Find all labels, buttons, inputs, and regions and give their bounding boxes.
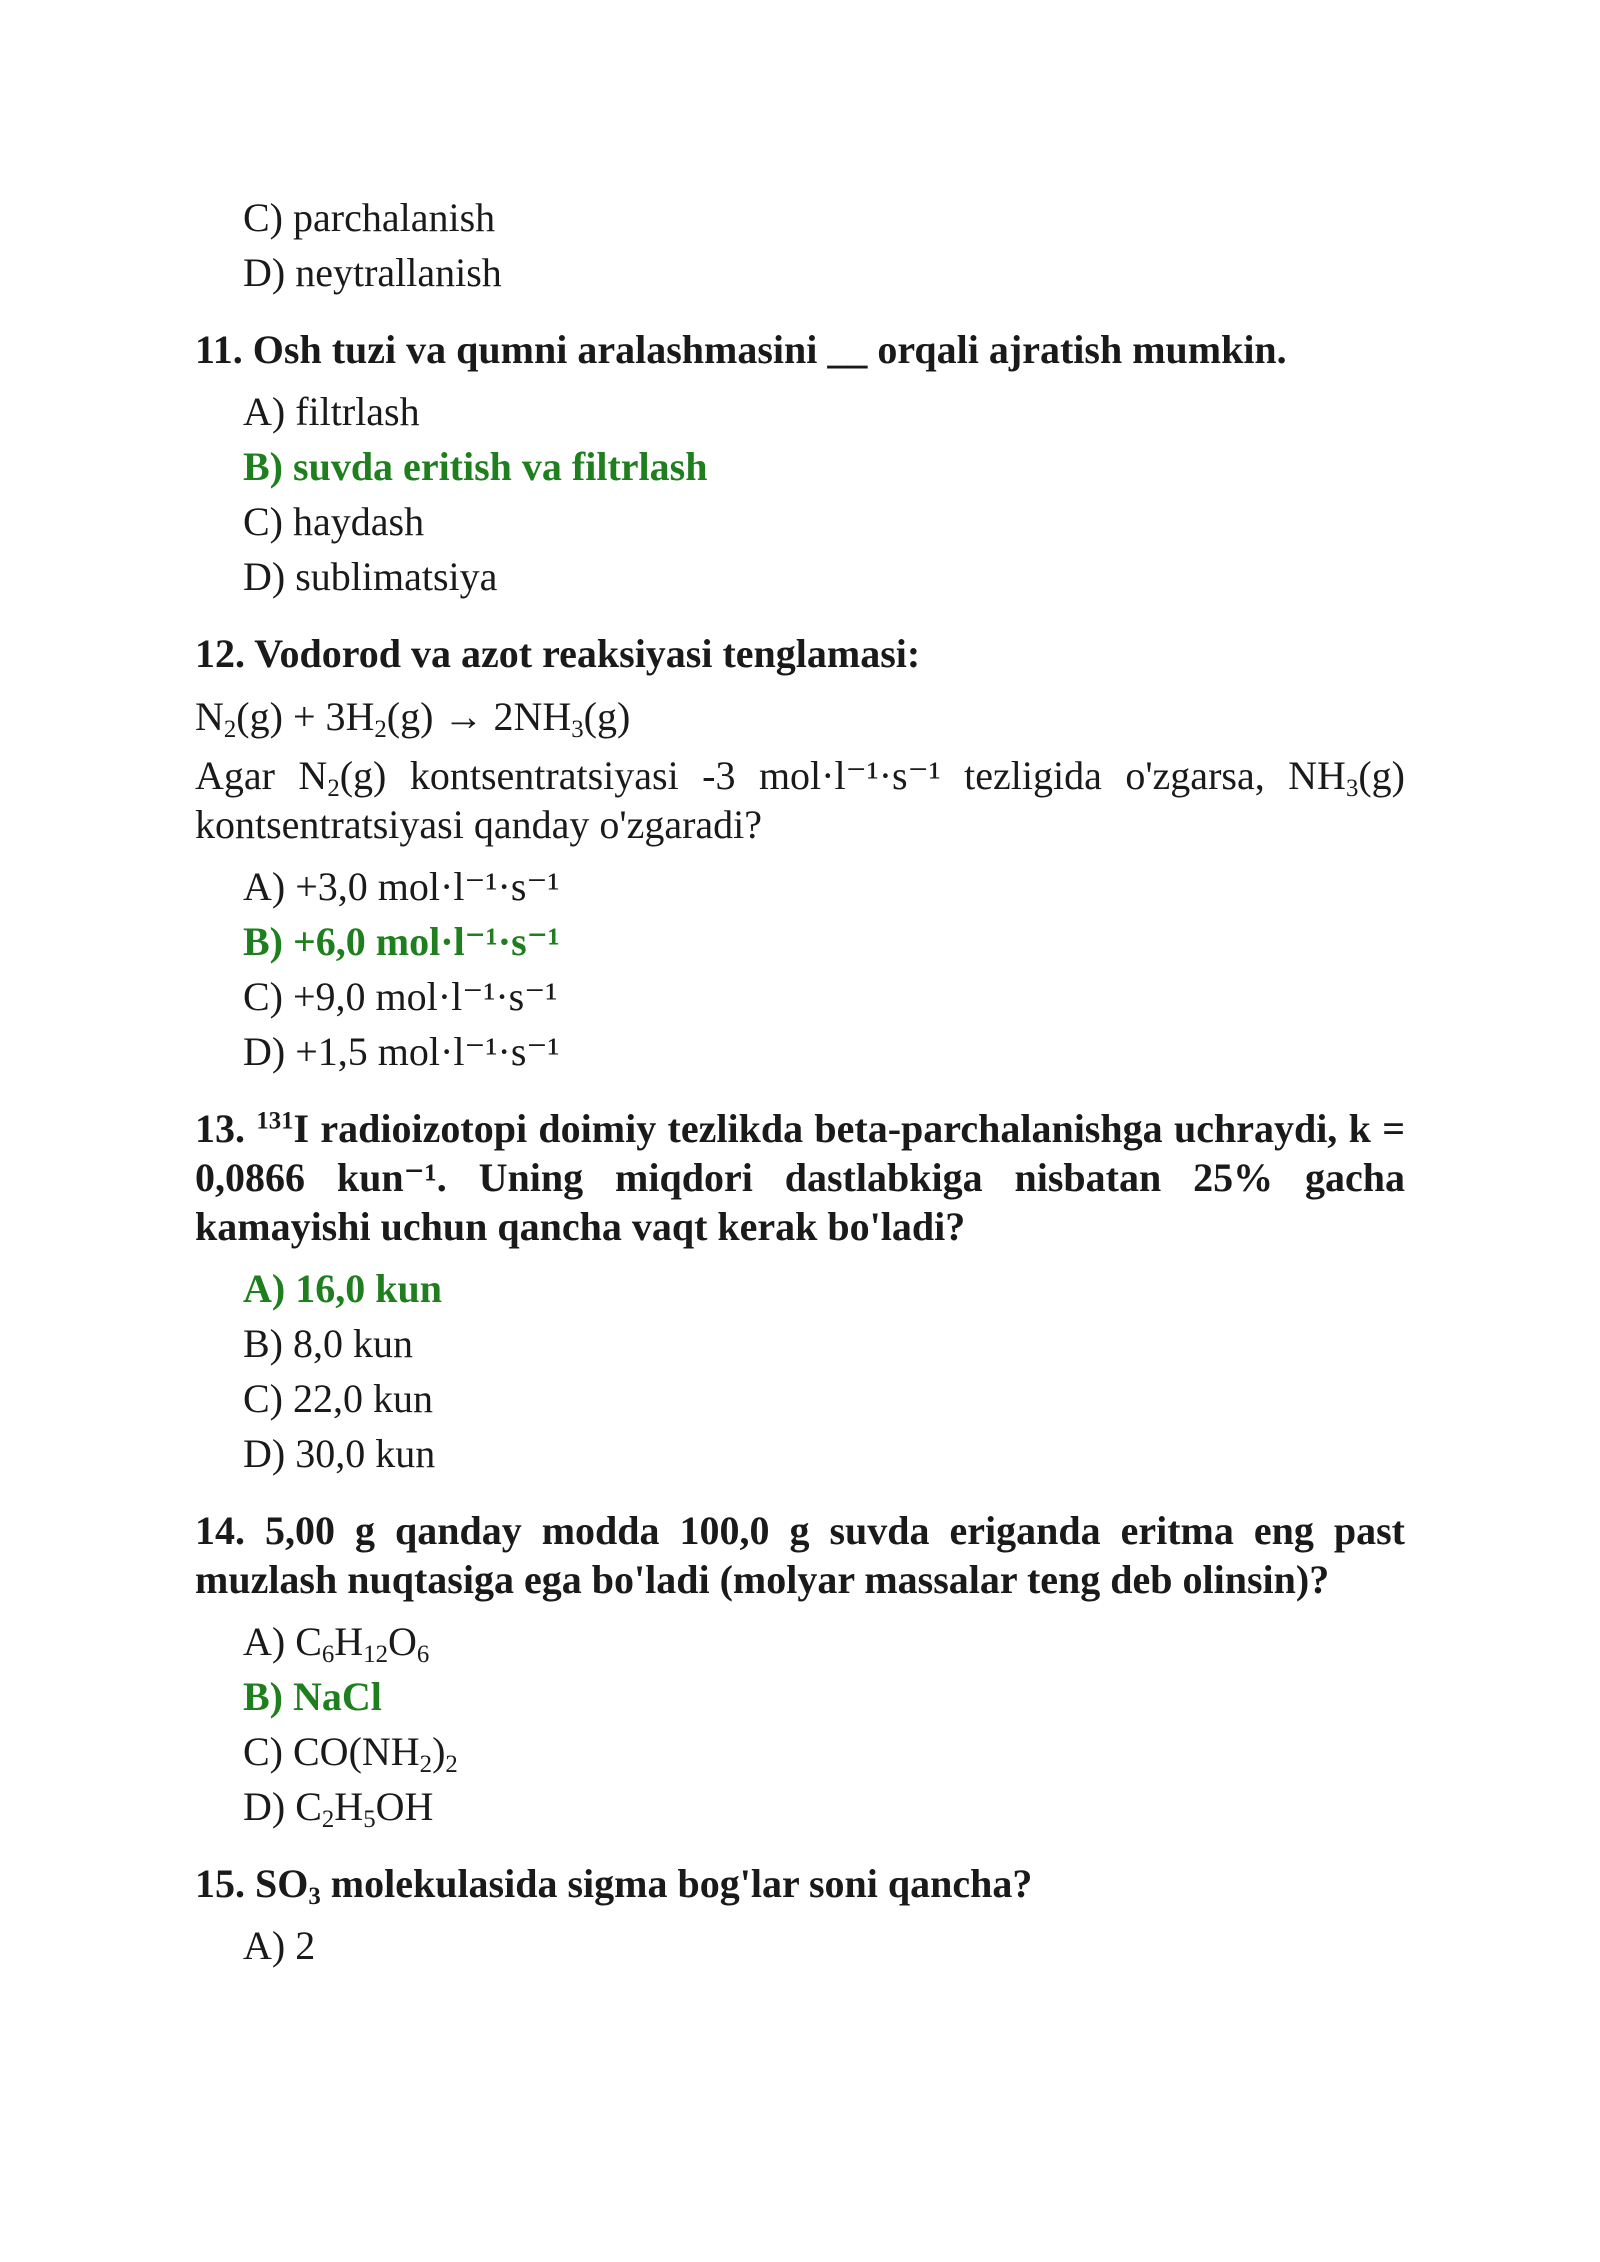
q14-option-c: C) $CO(NH_2)_2$ bbox=[243, 1729, 458, 1778]
q10-option-d: D) neytrallanish bbox=[243, 250, 502, 295]
q13-question: 13. $^{131}$I radioizotopi doimiy tezlikda beta-parchalanishga uchraydi, k = 0,0866 kun⁻¹. Uning miqdori dastlabkiga nisbatan 25% gacha kamayishi uchun qancha vaqt kerak bo'ladi? bbox=[195, 1106, 1405, 1249]
q13-option-b: B) 8,0 kun bbox=[243, 1321, 413, 1366]
q14-question: 14. 5,00 g qanday modda 100,0 g suvda eriganda eritma eng past muzlash nuqtasiga ega bo'ladi (molyar massalar teng deb olinsin)? bbox=[195, 1508, 1405, 1602]
q15-option-a: A) 2 bbox=[243, 1923, 316, 1968]
q12-option-d: D) +1,5 mol·l⁻¹·s⁻¹ bbox=[243, 1029, 560, 1074]
q11-option-c: C) haydash bbox=[243, 499, 425, 544]
q13-option-c: C) 22,0 kun bbox=[243, 1376, 433, 1421]
q14-option-b-correct: B) NaCl bbox=[243, 1674, 382, 1719]
q10-option-c: C) parchalanish bbox=[243, 195, 496, 240]
q11-option-b-correct: B) suvda eritish va filtrlash bbox=[243, 444, 708, 489]
q11-option-d: D) sublimatsiya bbox=[243, 554, 498, 599]
q14-option-d: D) $C_2H_5OH$ bbox=[243, 1784, 434, 1833]
q12-option-c: C) +9,0 mol·l⁻¹·s⁻¹ bbox=[243, 974, 558, 1019]
document-page bbox=[195, 190, 1405, 1973]
q11-option-a: A) filtrlash bbox=[243, 389, 420, 434]
q12-option-a: A) +3,0 mol·l⁻¹·s⁻¹ bbox=[243, 864, 560, 909]
q12-equation: $N_2(g) + 3H_2(g) \to 2NH_3(g)$ bbox=[195, 694, 631, 743]
q13-option-a-correct: A) 16,0 kun bbox=[243, 1266, 442, 1311]
q11-question: 11. Osh tuzi va qumni aralashmasini __ orqali ajratish mumkin. bbox=[195, 327, 1287, 372]
q14-option-a: A) $C_6H_{12}O_6$ bbox=[243, 1619, 430, 1668]
q12-question: 12. Vodorod va azot reaksiyasi tenglamasi: bbox=[195, 631, 921, 676]
q12-option-b-correct: B) +6,0 mol·l⁻¹·s⁻¹ bbox=[243, 919, 560, 964]
q13-option-d: D) 30,0 kun bbox=[243, 1431, 436, 1476]
q15-question: 15. $SO_3$ molekulasida sigma bog'lar soni qancha? bbox=[195, 1861, 1033, 1910]
q12-condition-text: Agar $N_2(g)$ kontsentratsiyasi -3 mol·l⁻¹·s⁻¹ tezligida o'zgarsa, $NH_3(g)$ kontsentratsiyasi qanday o'zgaradi? bbox=[195, 753, 1405, 847]
